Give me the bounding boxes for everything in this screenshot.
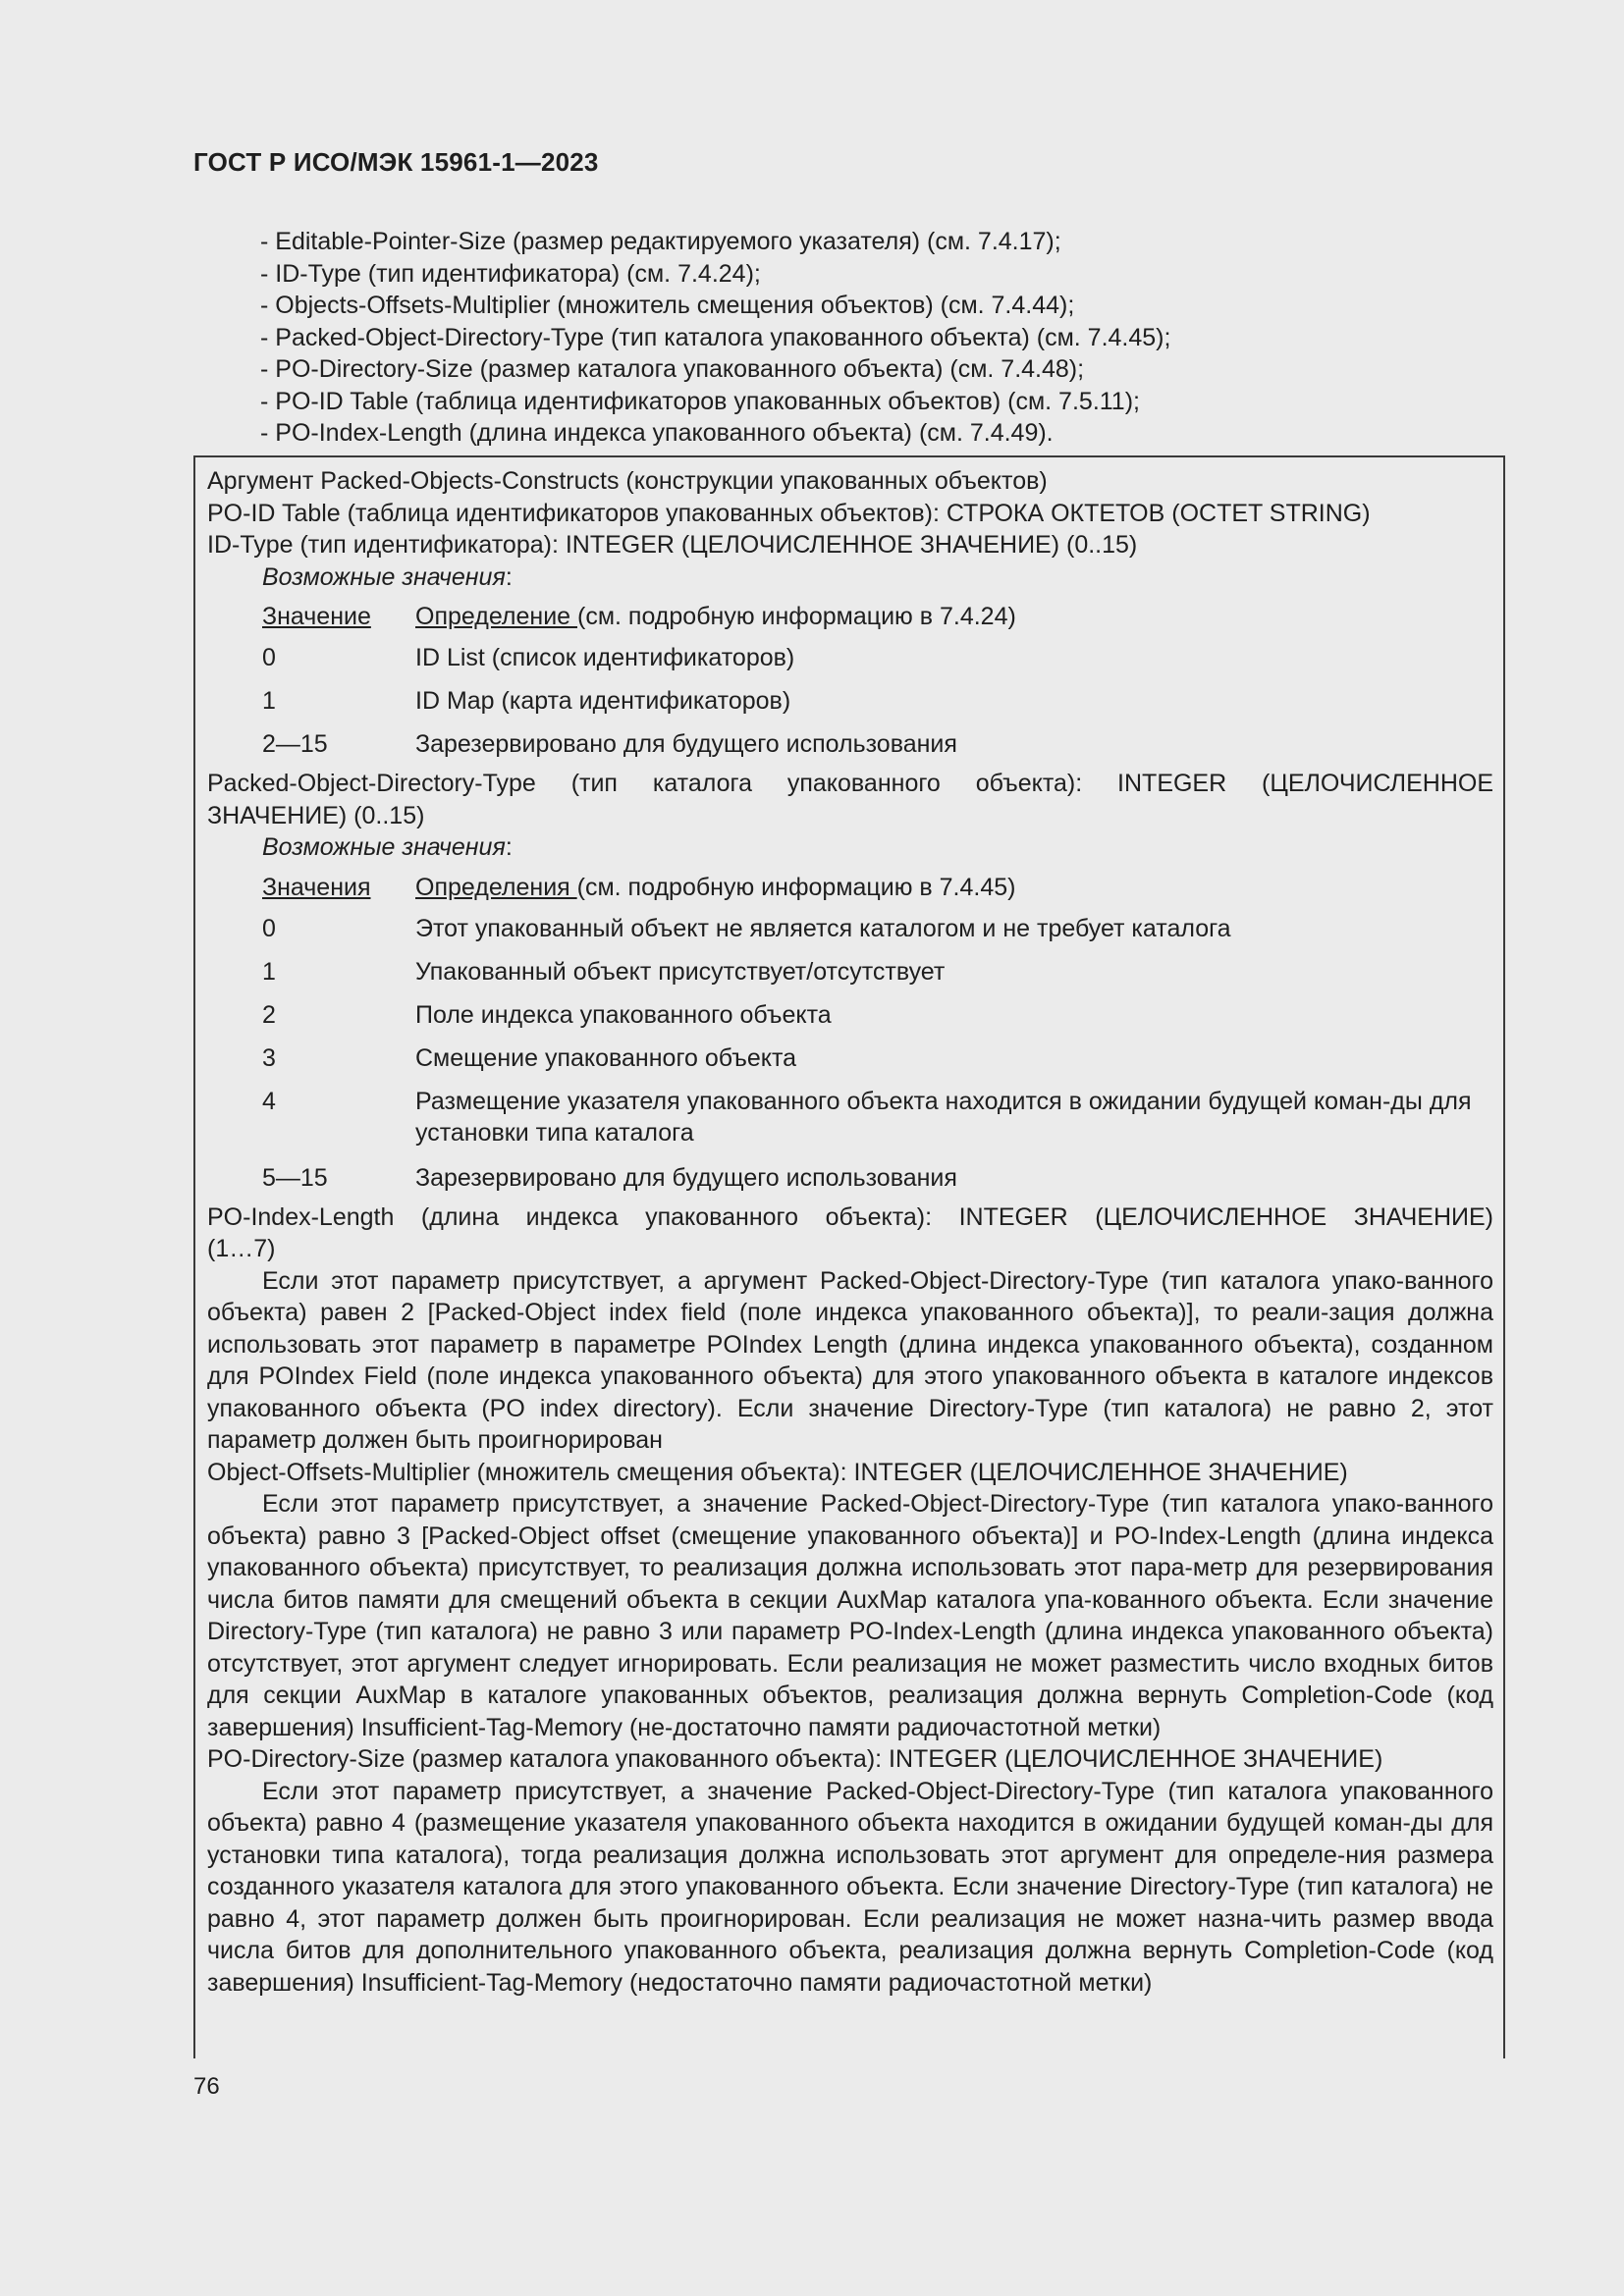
list-item: - PO-Index-Length (длина индекса упакованного объекта) (см. 7.4.49). xyxy=(260,419,1054,447)
list-item: - Editable-Pointer-Size (размер редактируемого указателя) (см. 7.4.17); xyxy=(260,228,1061,255)
document-header: ГОСТ Р ИСО/МЭК 15961-1—2023 xyxy=(193,147,599,177)
possible-values-label: Возможные значения: xyxy=(262,833,513,861)
value-column-header: Значения xyxy=(262,873,371,901)
id-type-values-table xyxy=(207,593,1493,768)
definition-cell: Этот упакованный объект не является каталогом и не требует каталога xyxy=(415,914,1231,942)
list-item: - ID-Type (тип идентификатора) (см. 7.4.24); xyxy=(260,259,761,288)
list-item: - PO-Directory-Size (размер каталога упакованного объекта) (см. 7.4.48); xyxy=(260,355,1085,383)
table-header-row xyxy=(262,593,1493,638)
definition-cell: Зарезервировано для будущего использования xyxy=(415,730,957,758)
definition-cell: ID List (список идентификаторов) xyxy=(415,644,795,671)
value-cell: 0 xyxy=(262,914,276,942)
podt-values-table xyxy=(207,864,1493,1201)
value-cell: 5—15 xyxy=(262,1163,328,1192)
definition-cell: Смещение упакованного объекта xyxy=(415,1043,797,1072)
possible-values-label: Возможные значения: xyxy=(262,562,513,591)
definition-cell: Поле индекса упакованного объекта xyxy=(415,1000,832,1029)
table-row xyxy=(262,638,1493,681)
table-row xyxy=(262,1039,1493,1082)
list-item: - PO-ID Table (таблица идентификаторов упакованных объектов) (см. 7.5.11); xyxy=(260,387,1140,415)
po-id-table-line: PO-ID Table (таблица идентификаторов упакованных объектов): СТРОКА ОКТЕТОВ (OCTET STRING) xyxy=(207,499,1371,527)
page-number: 76 xyxy=(193,2073,220,2100)
definition-cell: Зарезервировано для будущего использования xyxy=(415,1163,957,1192)
definition-cell: Размещение указателя упакованного объекта находится в ожидании будущей коман-ды для установки типа каталога xyxy=(415,1087,1472,1147)
value-cell: 2 xyxy=(262,1000,276,1029)
list-item: - Packed-Object-Directory-Type (тип каталога упакованного объекта) (см. 7.4.45); xyxy=(260,323,1171,351)
pil-paragraph: Если этот параметр присутствует, а аргумент Packed-Object-Directory-Type (тип каталога упако-ванного объекта) равен 2 [Packed-Object index field (поле индекса упакованного объекта)], то реали-зация должна использовать этот параметр в параметре POIndex Length (длина индекса упакованного объекта), созданном для POIndex Field (поле индекса упакованного объекта) для этого упакованного объекта в каталоге индексов упакованного объекта (PO index directory). Если значение Directory-Type (тип каталога) не равно 2, этот параметр должен быть проигнорирован xyxy=(207,1266,1493,1454)
podt-line-cont: ЗНАЧЕНИЕ) (0..15) xyxy=(207,801,425,829)
pil-line: PO-Index-Length (длина индекса упакованного объекта): INTEGER (ЦЕЛОЧИСЛЕННОЕ ЗНАЧЕНИЕ) xyxy=(207,1202,1493,1231)
table-row xyxy=(262,1158,1493,1201)
table-row xyxy=(262,952,1493,995)
pil-line-cont: (1…7) xyxy=(207,1235,276,1262)
list-item: - Objects-Offsets-Multiplier (множитель смещения объектов) (см. 7.4.44); xyxy=(260,292,1075,319)
pds-line: PO-Directory-Size (размер каталога упакованного объекта): INTEGER (ЦЕЛОЧИСЛЕННОЕ ЗНАЧЕНИЕ) xyxy=(207,1745,1383,1773)
definition-cell: Упакованный объект присутствует/отсутствует xyxy=(415,957,946,986)
oom-paragraph: Если этот параметр присутствует, а значение Packed-Object-Directory-Type (тип каталога упако-ванного объекта) равно 3 [Packed-Object offset (смещение упакованного объекта)] и PO-Index-Length (длина индекса упакованного объекта) присутствует, то реализация должна использовать этот пара-метр для резервирования числа битов памяти для смещений объекта в секции AuxMap каталога упа-кованного объекта. Если значение Directory-Type (тип каталога) не равно 3 или параметр PO-Index-Length (длина индекса упакованного объекта) отсутствует, этот аргумент следует игнорировать. Если реализация не может разместить число входных битов для секции AuxMap в каталоге упакованных объектов, реализация должна вернуть Completion-Code (код завершения) Insufficient-Tag-Memory (не-достаточно памяти радиочастотной метки) xyxy=(207,1490,1493,1741)
table-row xyxy=(262,724,1493,768)
table-row xyxy=(262,909,1493,952)
reference-list xyxy=(260,226,1170,450)
value-cell: 1 xyxy=(262,687,276,715)
oom-line: Object-Offsets-Multiplier (множитель смещения объекта): INTEGER (ЦЕЛОЧИСЛЕННОЕ ЗНАЧЕНИЕ) xyxy=(207,1458,1348,1486)
value-cell: 1 xyxy=(262,957,276,986)
value-column-header: Значение xyxy=(262,603,371,630)
table-row xyxy=(262,1082,1493,1158)
pds-paragraph: Если этот параметр присутствует, а значение Packed-Object-Directory-Type (тип каталога упакованного объекта) равно 4 (размещение указателя упакованного объекта находится в ожидании будущей коман-ды для установки типа каталога), тогда реализация должна использовать этот аргумент для определе-ния размера созданного указателя каталога для этого упакованного объекта. Если значение Directory-Type (тип каталога) не равно 4, этот параметр должен быть проигнорирован. Если реализация не может назна-чить размер ввода числа битов для дополнительного упакованного объекта, реализация должна вернуть Completion-Code (код завершения) Insufficient-Tag-Memory (недостаточно памяти радиочастотной метки) xyxy=(207,1777,1493,1997)
value-cell: 0 xyxy=(262,644,276,671)
argument-title: Аргумент Packed-Objects-Constructs (конструкции упакованных объектов) xyxy=(207,467,1048,495)
value-cell: 4 xyxy=(262,1087,276,1115)
definition-column-header: Определения (см. подробную информацию в 7.4.45) xyxy=(415,873,1016,901)
value-cell: 2—15 xyxy=(262,730,328,758)
definition-cell: ID Map (карта идентификаторов) xyxy=(415,687,791,715)
definition-column-header: Определение (см. подробную информацию в 7.4.24) xyxy=(415,603,1016,630)
podt-line: Packed-Object-Directory-Type (тип каталога упакованного объекта): INTEGER (ЦЕЛОЧИСЛЕННОЕ xyxy=(207,770,1493,797)
argument-box xyxy=(193,455,1505,2058)
table-row xyxy=(262,681,1493,724)
table-row xyxy=(262,995,1493,1039)
argument-content xyxy=(207,465,1493,1999)
id-type-line: ID-Type (тип идентификатора): INTEGER (ЦЕЛОЧИСЛЕННОЕ ЗНАЧЕНИЕ) (0..15) xyxy=(207,531,1138,559)
table-header-row xyxy=(262,864,1493,909)
value-cell: 3 xyxy=(262,1043,276,1072)
